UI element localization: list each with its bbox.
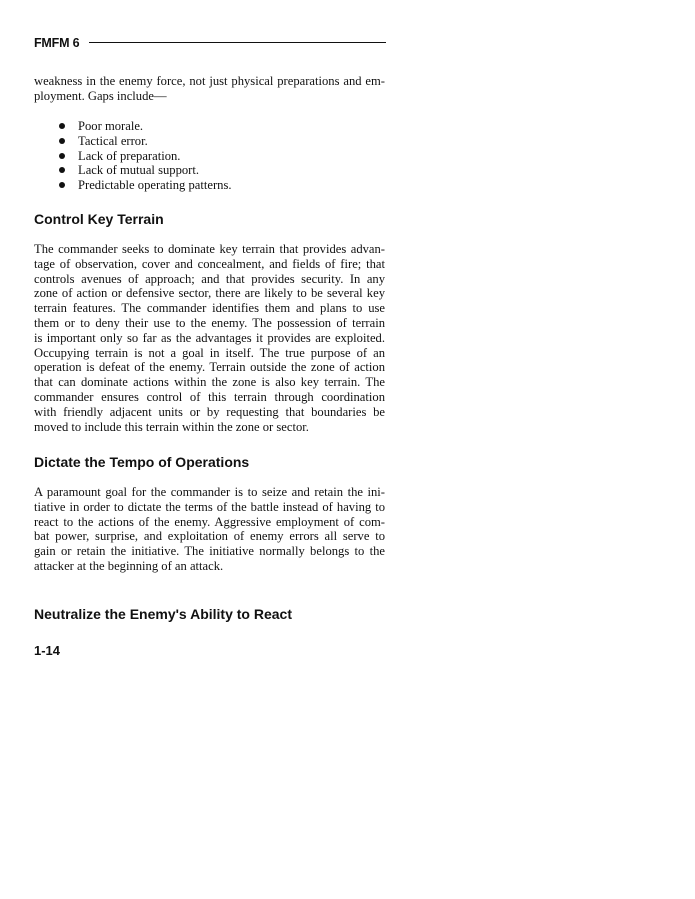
paragraph-line: tiative in order to dictate the terms of the battle instead of having to: [34, 499, 385, 514]
bullet-icon: [59, 167, 65, 173]
list-item: [59, 149, 232, 164]
list-item: [59, 119, 232, 134]
intro-paragraph: [34, 74, 385, 104]
paragraph-line: zone of action or defensive sector, there are likely to be several key: [34, 286, 385, 301]
tempo-paragraph: [34, 485, 385, 574]
list-item: [59, 134, 232, 149]
list-item-text: Lack of preparation.: [78, 148, 181, 163]
running-header: [34, 35, 386, 51]
list-item: [59, 178, 232, 193]
paragraph-line: A paramount goal for the commander is to seize and retain the ini-: [34, 485, 385, 499]
section-heading-key-terrain: Control Key Terrain: [34, 211, 164, 227]
paragraph-line: that can dominate actions within the zone is also key terrain. The: [34, 375, 385, 390]
section-heading-neutralize: Neutralize the Enemy's Ability to React: [34, 606, 292, 622]
paragraph-line: react to the actions of the enemy. Aggressive employment of com-: [34, 514, 385, 529]
list-item-text: Predictable operating patterns.: [78, 178, 232, 193]
gaps-list: [59, 119, 232, 193]
header-rule: [89, 42, 386, 43]
page-number: 1-14: [34, 643, 61, 658]
key-terrain-paragraph: [34, 242, 385, 434]
paragraph-line: controls avenues of approach; and that provides security. In any: [34, 271, 385, 286]
bullet-icon: [59, 153, 65, 159]
paragraph-line: tage of observation, cover and concealment, and fields of fire; that: [34, 256, 385, 271]
bullet-icon: [59, 123, 65, 129]
header-label: FMFM 6: [34, 36, 80, 50]
paragraph-line: attacker at the beginning of an attack.: [34, 558, 224, 573]
paragraph-line: with friendly adjacent units or by requesting that boundaries be: [34, 404, 385, 419]
section-heading-tempo: Dictate the Tempo of Operations: [34, 454, 250, 470]
bullet-icon: [59, 138, 65, 144]
paragraph-line: them or to deny their use to the enemy. The possession of terrain: [34, 315, 385, 330]
paragraph-line: The commander seeks to dominate key terrain that provides advan-: [34, 242, 385, 256]
paragraph-line: moved to include this terrain within the zone or sector.: [34, 419, 309, 434]
list-item-text: Lack of mutual support.: [78, 163, 200, 178]
paragraph-line: bat power, surprise, and exploitation of enemy errors all serve to: [34, 529, 385, 544]
paragraph-line: ployment. Gaps include—: [34, 88, 167, 103]
paragraph-line: weakness in the enemy force, not just physical preparations and em-: [34, 74, 385, 88]
paragraph-line: operation is defeat of the enemy. Terrain outside the zone of action: [34, 360, 385, 375]
list-item: [59, 163, 232, 178]
list-item-text: Tactical error.: [78, 133, 148, 148]
list-item-text: Poor morale.: [78, 119, 144, 133]
paragraph-line: Occupying terrain is not a goal in itself. The true purpose of an: [34, 345, 385, 360]
bullet-icon: [59, 182, 65, 188]
paragraph-line: commander ensures control of this terrain through coordination: [34, 389, 385, 404]
paragraph-line: is important only so far as the advantages it provides are exploited.: [34, 330, 385, 345]
paragraph-line: terrain features. The commander identifies them and plans to use: [34, 301, 385, 316]
paragraph-line: gain or retain the initiative. The initiative normally belongs to the: [34, 544, 385, 559]
